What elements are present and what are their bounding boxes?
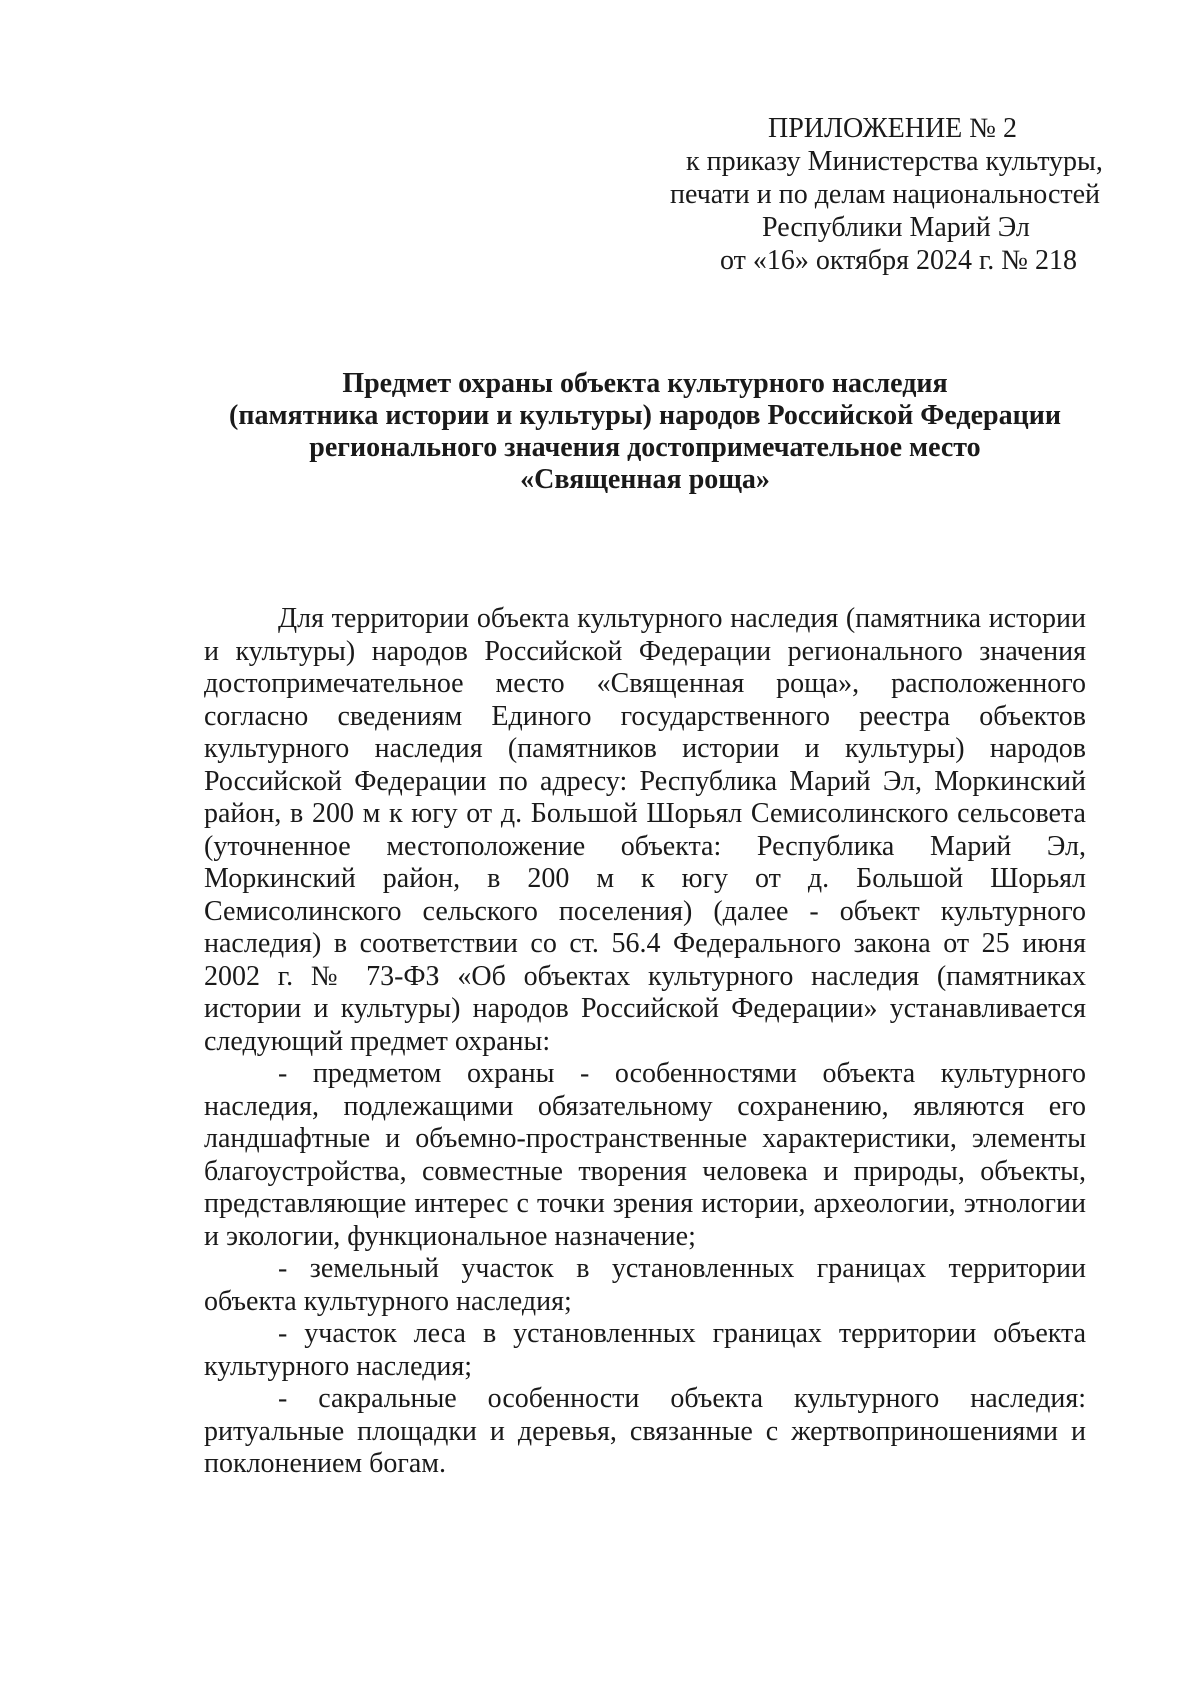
document-body — [204, 603, 1086, 1481]
intro-paragraph: Для территории объекта культурного наследия (памятника истории и культуры) народов Российской Федерации регионального значения достопримечательное место «Священная роща», расположенного согласно сведениям Единого государственного реестра объектов культурного наследия (памятников истории и культуры) народов Российской Федерации по адресу: Республика Марий Эл, Моркинский район, в 200 м к югу от д. Большой Шорьял Семисолинского сельсовета (уточненное местоположение объекта: Республика Марий Эл, Моркинский район, в 200 м к югу от д. Большой Шорьял Семисолинского сельского поселения) (далее - объект культурного наследия) в соответствии со ст. 56.4 Федерального закона от 25 июня 2002 г. № 73-ФЗ «Об объектах культурного наследия (памятниках истории и культуры) народов Российской Федерации» устанавливается следующий предмет охраны: — [204, 603, 1086, 1057]
appendix-ministry-line: печати и по делам национальностей — [670, 179, 1101, 210]
protection-item-4: - сакральные особенности объекта культурного наследия: ритуальные площадки и деревья, связанные с жертвоприношениями и поклонением богам. — [204, 1383, 1086, 1479]
protection-item-1: - предметом охраны - особенностями объекта культурного наследия, подлежащими обязательному сохранению, являются его ландшафтные и объемно-пространственные характеристики, элементы благоустройства, совместные творения человека и природы, объекты, представляющие интерес с точки зрения истории, археологии, этнологии и экологии, функциональное назначение; — [204, 1058, 1086, 1252]
title-line-3: регионального значения достопримечательное место — [309, 432, 981, 463]
title-line-4: «Священная роща» — [520, 464, 770, 495]
title-line-1: Предмет охраны объекта культурного наследия — [342, 368, 948, 399]
document-title — [205, 368, 1085, 496]
protection-item-2: - земельный участок в установленных границах территории объекта культурного наследия; — [204, 1253, 1086, 1317]
title-line-2: (памятника истории и культуры) народов Российской Федерации — [229, 400, 1061, 431]
appendix-header — [640, 112, 1130, 277]
appendix-number: ПРИЛОЖЕНИЕ № 2 — [768, 113, 1017, 144]
appendix-order-line: к приказу Министерства культуры, — [686, 146, 1103, 177]
appendix-date-line: от «16» октября 2024 г. № 218 — [720, 245, 1078, 276]
protection-item-3: - участок леса в установленных границах территории объекта культурного наследия; — [204, 1318, 1086, 1382]
appendix-republic-line: Республики Марий Эл — [762, 212, 1030, 243]
